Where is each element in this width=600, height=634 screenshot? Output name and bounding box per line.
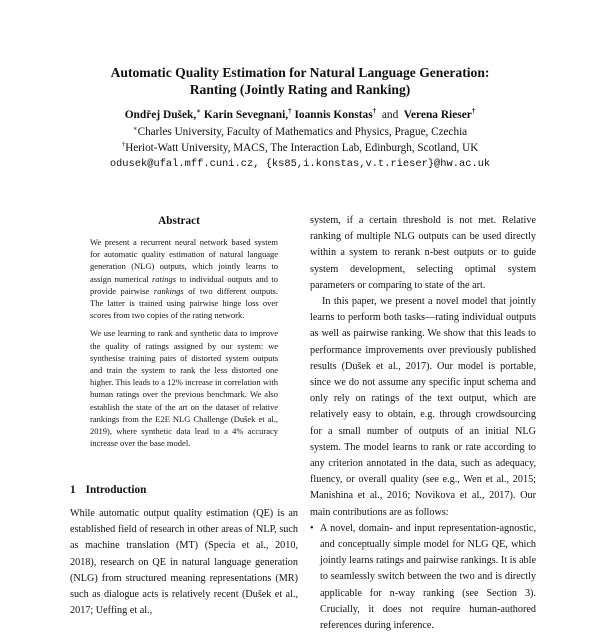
section-number: 1 <box>70 484 76 496</box>
abstract-text: We present a recurrent neural network based system for automatic quality estimation of natural language generation (NLG) outputs, which jointly learns to assign numerical <box>90 237 278 284</box>
abstract-emphasis: rankings <box>153 285 184 296</box>
body-paragraph: While automatic output quality estimation (QE) is an established field of research in other areas of NLP, such as machine translation (MT) (Specia et al., 2010, 2018), research on QE in natural language generation (NLG) from structured meaning representations (MR) such as dialogue acts is relatively recent (Dušek et al., 2017; Ueffing et al., <box>70 508 298 617</box>
author-emails: odusek@ufal.mff.cuni.cz, {ks85,i.konstas,v.t.rieser}@hw.ac.uk <box>109 158 491 170</box>
author-name: Ondřej Dušek, <box>124 109 197 121</box>
affiliation-mark: ∗ <box>132 124 138 133</box>
author-affiliation-mark: † <box>471 107 476 116</box>
author-joiner: and <box>381 109 399 121</box>
body-paragraph: system, if a certain threshold is not met. Relative ranking of multiple NLG outputs can be used directly within a system to rerank n-best outputs or to guide system development, selecting optimal system parameters or comparing to state of the art. <box>310 215 536 291</box>
body-paragraph: In this paper, we present a novel model that jointly learns to perform both tasks—rating individual outputs as well as pairwise ranking. We show that this leads to performance improvements over previously published results (Dušek et al., 2017). Our model is portable, since we do not assume any specific input schema and only rely on ratings of the text output, which are relatively easy to obtain, e.g. through crowdsourcing for a small number of outputs of an initial NLG system. The model learns to rank or rate according to any criterion annotated in the data, such as adequacy, fluency, or overall quality (see e.g., Wen et al., 2015; Manishina et al., 2016; Novikova et al., 2017). Our main contributions are as follows: <box>310 296 536 518</box>
section-heading-introduction <box>70 484 146 496</box>
affiliation-mark: † <box>121 140 126 149</box>
affiliation-line <box>0 126 600 138</box>
abstract-body <box>90 236 278 455</box>
section-title: Introduction <box>85 484 147 496</box>
right-column <box>310 213 536 634</box>
abstract-emphasis: ratings <box>152 273 177 284</box>
affiliation-line <box>0 142 600 154</box>
author-list <box>0 109 600 121</box>
affiliation-text: Heriot-Watt University, MACS, The Interaction Lab, Edinburgh, Scotland, UK <box>125 142 479 154</box>
author-affiliation-mark: † <box>288 107 292 116</box>
author-name: Ioannis Konstas <box>294 109 373 121</box>
contribution-text: A novel, domain- and input representation-agnostic, and conceptually simple model for NLG QE, which jointly learns ratings and pairwise rankings. It is able to seamlessly switch between the two and is directly applicable for n-way ranking (see Section 3). Crucially, it does not require human-authored references during inference. <box>320 522 536 632</box>
paper-title <box>0 64 600 98</box>
abstract-paragraph: We use learning to rank and synthetic data to improve the quality of ratings assigned by our system: we synthesise training pairs of distorted system outputs and train the system to rank the less distorted one higher. This leads to a 12% increase in correlation with human ratings over the previous benchmark. We also establish the state of the art on the dataset of relative rankings from the E2E NLG Challenge (Dušek et al., 2019), where synthetic data lead to a 4% accuracy increase over the base model. <box>90 328 278 449</box>
author-name: Verena Rieser <box>403 109 472 121</box>
paper-title-line-2: Ranting (Jointly Rating and Ranking) <box>189 82 411 97</box>
affiliation-text: Charles University, Faculty of Mathematics and Physics, Prague, Czechia <box>137 126 468 138</box>
abstract-heading: Abstract <box>158 215 200 227</box>
paper-title-line-1: Automatic Quality Estimation for Natural Language Generation: <box>110 65 490 80</box>
abstract-text: of two different outputs. The latter is trained using pairwise hinge loss over scores from two copies of the rating network. <box>90 285 278 321</box>
introduction-body <box>70 506 298 619</box>
author-affiliation-mark: † <box>372 107 377 116</box>
abstract-text: to individual outputs and to provide pairwise <box>90 273 278 296</box>
contribution-list-item <box>310 521 536 634</box>
abstract-paragraph <box>90 236 278 321</box>
bullet-marker: • <box>310 522 314 534</box>
author-affiliation-mark: ∗ <box>196 107 202 116</box>
author-name: Karin Sevegnani, <box>203 109 289 121</box>
